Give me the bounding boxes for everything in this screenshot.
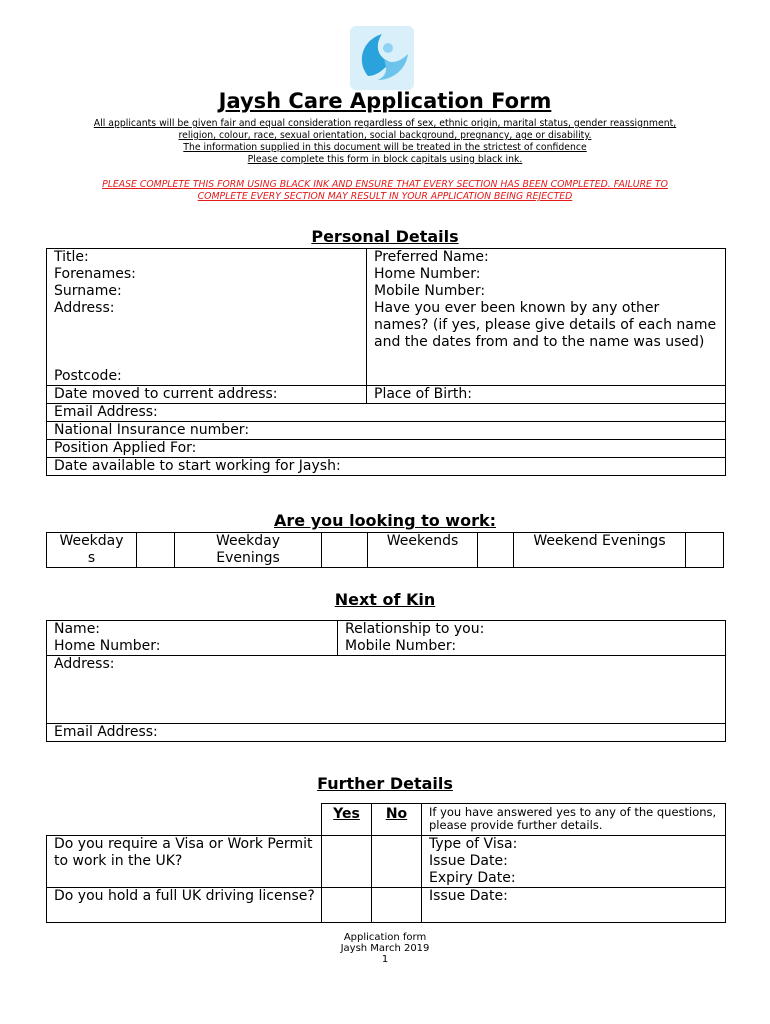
visa-issue-date-field: Issue Date: [429,853,508,869]
visa-details-block[interactable] [422,836,726,888]
visa-no-box[interactable] [372,836,422,888]
weekend-evenings-label: Weekend Evenings [514,533,686,568]
kin-mobile-number-field: Mobile Number: [345,638,457,654]
visa-question: Do you require a Visa or Work Permit to work in the UK? [47,836,322,888]
form-title: Jaysh Care Application Form [218,89,552,113]
no-column-header: No [372,804,422,836]
visa-yes-box[interactable] [322,836,372,888]
weekdays-label: Weekday s [47,533,137,568]
footer-doc-name: Application form [343,932,427,943]
work-availability-heading: Are you looking to work: [274,511,496,530]
postcode-field: Postcode: [54,368,122,384]
kin-relationship-block[interactable] [338,621,726,656]
yes-column-header: Yes [322,804,372,836]
kin-relationship-field: Relationship to you: [345,621,485,637]
further-details-note: If you have answered yes to any of the questions, please provide further details. [422,804,726,836]
mobile-number-field: Mobile Number: [374,283,486,299]
kin-email-field[interactable]: Email Address: [47,724,726,742]
kin-name-field: Name: [54,621,101,637]
visa-expiry-date-field: Expiry Date: [429,870,516,886]
warning-line-2: COMPLETE EVERY SECTION MAY RESULT IN YOUR APPLICATION BEING REJECTED [197,191,573,202]
kin-address-field[interactable]: Address: [47,656,726,724]
licence-question: Do you hold a full UK driving license? [47,888,322,923]
kin-name-block[interactable] [47,621,338,656]
personal-left-block[interactable] [47,249,367,386]
weekend-evenings-checkbox[interactable] [686,533,724,568]
home-number-field: Home Number: [374,266,481,282]
weekday-evenings-checkbox[interactable] [322,533,368,568]
footer-version: Jaysh March 2019 [340,943,430,954]
work-availability-table [46,532,724,568]
date-available-field[interactable]: Date available to start working for Jaysh: [47,458,726,476]
further-details-heading: Further Details [317,774,453,793]
licence-no-box[interactable] [372,888,422,923]
licence-issue-date-field[interactable]: Issue Date: [422,888,726,923]
visa-type-field: Type of Visa: [429,836,518,852]
email-field[interactable]: Email Address: [47,404,726,422]
next-of-kin-heading: Next of Kin [334,590,436,609]
page-number: 1 [381,954,389,965]
further-details-table [46,803,726,923]
other-names-question: Have you ever been known by any other names? (if yes, please give details of each name and the dates from and to the name was used) [374,300,717,350]
weekdays-checkbox[interactable] [137,533,175,568]
weekday-evenings-label: Weekday Evenings [175,533,322,568]
intro-line-2: religion, colour, race, sexual orientation, social background, pregnancy, age or disability. [178,130,592,141]
title-field: Title: [54,249,89,265]
ni-number-field[interactable]: National Insurance number: [47,422,726,440]
date-moved-field[interactable]: Date moved to current address: [47,386,367,404]
licence-yes-box[interactable] [322,888,372,923]
place-of-birth-field[interactable]: Place of Birth: [367,386,726,404]
weekends-checkbox[interactable] [478,533,514,568]
warning-line-1: PLEASE COMPLETE THIS FORM USING BLACK INK AND ENSURE THAT EVERY SECTION HAS BEEN COMPLETED. FAILURE TO [102,179,668,190]
preferred-name-field: Preferred Name: [374,249,489,265]
personal-right-block[interactable] [367,249,726,386]
next-of-kin-table [46,620,726,742]
address-field: Address: [54,300,115,316]
intro-line-1: All applicants will be given fair and equal consideration regardless of sex, ethnic origin, marital status, gender reassignment, [93,118,677,129]
page-footer [0,932,770,965]
forenames-field: Forenames: [54,266,136,282]
jaysh-care-logo [348,26,416,90]
position-field[interactable]: Position Applied For: [47,440,726,458]
surname-field: Surname: [54,283,122,299]
personal-details-table [46,248,726,476]
personal-details-heading: Personal Details [311,227,459,246]
intro-line-4: Please complete this form in block capitals using black ink. [247,154,523,165]
intro-line-3: The information supplied in this document will be treated in the strictest of confidence [183,142,587,153]
weekends-label: Weekends [368,533,478,568]
kin-home-number-field: Home Number: [54,638,161,654]
